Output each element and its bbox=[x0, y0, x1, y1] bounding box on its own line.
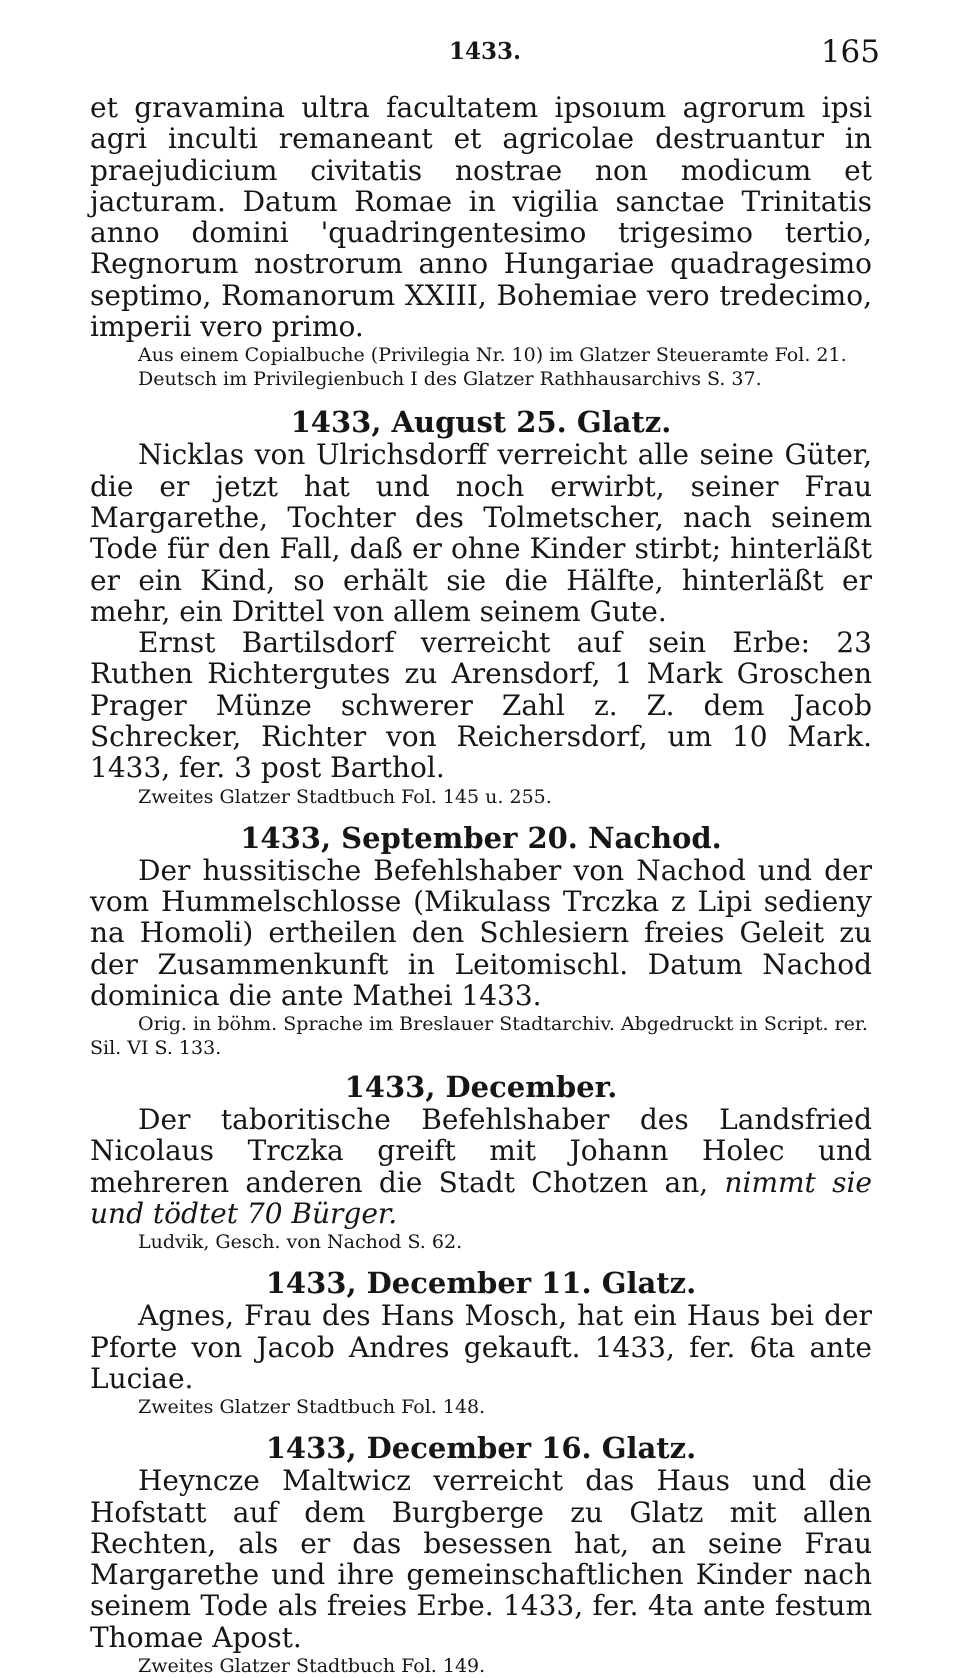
entry-paragraph-text: Der taboritische Befehlshaber des Landsfried Nicolaus Trczka greift mit Johann Holec und mehreren anderen die Stadt Chotzen an, bbox=[90, 1103, 872, 1199]
entry-source-note: Orig. in böhm. Sprache im Breslauer Stadtarchiv. Abgedruckt in Script. rer. Sil. VI S. 133. bbox=[90, 1013, 868, 1060]
entry-paragraph: Der hussitische Befehlshaber von Nachod und der vom Hummelschlosse (Mikulass Trczka z Lipi sedieny na Homoli) ertheilen den Schlesiern freies Geleit zu der Zusammenkunft in Leitomischl. Datum Nachod dominica die ante Mathei 1433. bbox=[90, 853, 872, 1012]
entry-heading-december: 1433, December. bbox=[344, 1070, 618, 1105]
entry-source-note: Zweites Glatzer Stadtbuch Fol. 148. bbox=[138, 1396, 486, 1419]
entry-source-note: Zweites Glatzer Stadtbuch Fol. 149. bbox=[138, 1654, 486, 1677]
entry-heading-aug-25: 1433, August 25. Glatz. bbox=[290, 405, 672, 440]
entry-paragraph: Ernst Bartilsdorf verreicht auf sein Erbe: 23 Ruthen Richtergutes zu Arensdorf, 1 Mark Groschen Prager Münze schwerer Zahl z. Z. dem Jacob Schrecker, Richter von Reichersdorf, um 10 Mark. 1433, fer. 3 post Barthol. bbox=[90, 626, 872, 785]
running-head-year: 1433. bbox=[448, 38, 522, 65]
continuation-paragraph: et gravamina ultra facultatem ipsoıum agrorum ipsi agri inculti remaneant et agricolae destruantur in praejudicium civitatis nostrae non modicum et jacturam. Datum Romae in vigilia sanctae Trinitatis anno domini 'quadringentesimo trigesimo tertio, Regnorum nostrorum anno Hungariae quadragesimo septimo, Romanorum XXIII, Bohemiae vero tredecimo, imperii vero primo. bbox=[90, 91, 872, 344]
entry-heading-dec-16: 1433, December 16. Glatz. bbox=[265, 1431, 697, 1466]
entry-paragraph: Heyncze Maltwicz verreicht das Haus und die Hofstatt auf dem Burgberge zu Glatz mit allen Rechten, als er das besessen hat, an seine Frau Margarethe und ihre gemeinschaftlichen Kinder nach seinem Tode als freies Erbe. 1433, fer. 4ta ante festum Thomae Apost. bbox=[90, 1464, 872, 1654]
body-text bbox=[90, 92, 872, 1678]
entry-source-note: Ludvik, Gesch. von Nachod S. 62. bbox=[138, 1231, 463, 1254]
running-head bbox=[90, 34, 880, 74]
entry-paragraph bbox=[90, 1104, 872, 1229]
entry-source-note: Zweites Glatzer Stadtbuch Fol. 145 u. 255. bbox=[138, 785, 552, 808]
page-number: 165 bbox=[820, 34, 880, 70]
entry-heading-sep-20: 1433, September 20. Nachod. bbox=[240, 820, 722, 855]
entry-paragraph: Agnes, Frau des Hans Mosch, hat ein Haus bei der Pforte von Jacob Andres gekauft. 1433, fer. 6ta ante Luciae. bbox=[90, 1299, 872, 1395]
entry-paragraph-emphasis: nimmt sie und tödtet 70 Bürger. bbox=[90, 1165, 872, 1231]
entry-paragraph: Nicklas von Ulrichsdorff verreicht alle seine Güter, die er jetzt hat und noch erwirbt, seiner Frau Margarethe, Tochter des Tolmetscher, nach seinem Tode für den Fall, daß er ohne Kinder stirbt; hinterläßt er ein Kind, so erhält sie die Hälfte, hinterläßt er mehr, ein Drittel von allem seinem Gute. bbox=[90, 438, 872, 628]
entry-heading-dec-11: 1433, December 11. Glatz. bbox=[265, 1266, 697, 1301]
continuation-source-note: Aus einem Copialbuche (Privilegia Nr. 10) im Glatzer Steueramte Fol. 21. Deutsch im Privilegienbuch I des Glatzer Rathhausarchivs S. 37. bbox=[138, 344, 847, 391]
